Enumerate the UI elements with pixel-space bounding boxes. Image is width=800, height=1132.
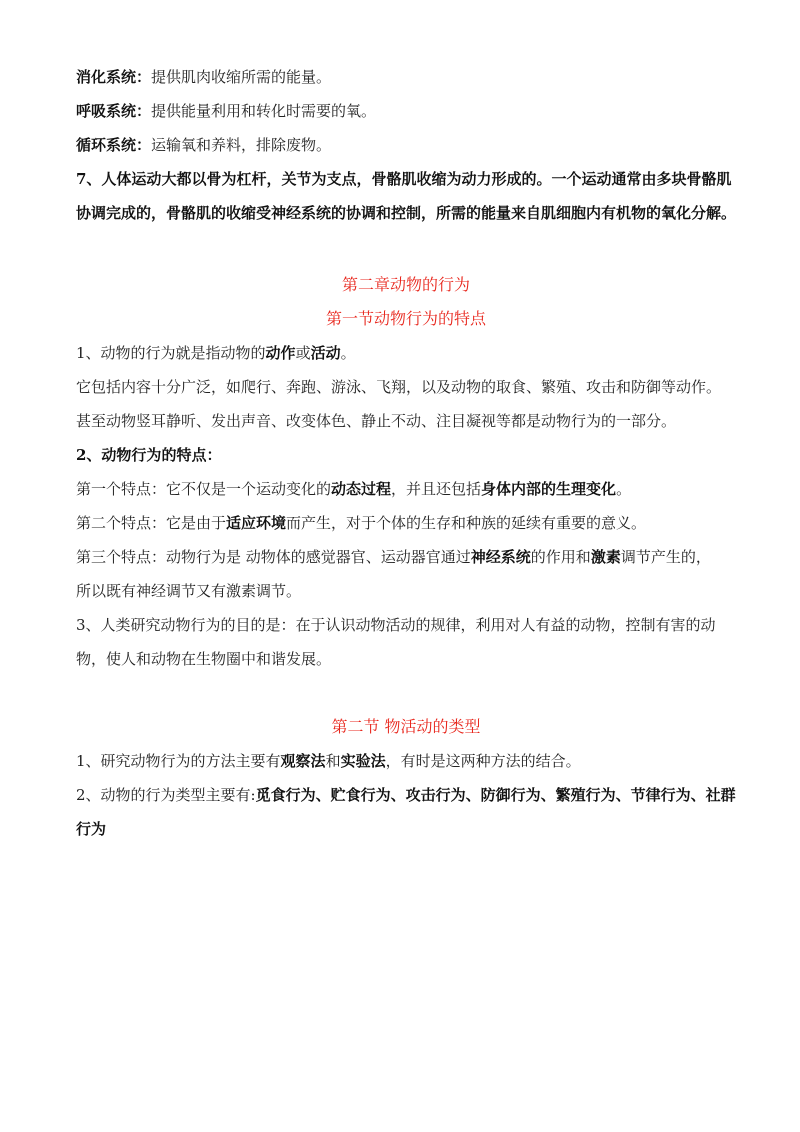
system-digestive: [76, 60, 736, 94]
spacer: [76, 676, 736, 710]
s2-paragraph-1: 1、研究动物行为的方法主要有观察法和实验法，有时是这两种方法的结合。: [76, 752, 581, 770]
s1-paragraph-4: 2、动物行为的特点：: [76, 446, 222, 464]
system-label: 循环系统：: [76, 136, 152, 154]
s2-paragraph-2: 2、动物的行为类型主要有:觅食行为、贮食行为、攻击行为、防御行为、繁殖行为、节律行为、社群行为: [76, 786, 736, 838]
section-2-title: 第二节 物活动的类型: [331, 717, 481, 736]
spacer: [76, 230, 736, 268]
feature-3-end: 所以既有神经调节又有激素调节。: [76, 582, 302, 600]
s1-paragraph-1: 1、动物的行为就是指动物的动作或活动。: [76, 344, 356, 362]
system-text: 提供能量利用和转化时需要的氧。: [151, 102, 377, 120]
system-label: 呼吸系统：: [76, 102, 152, 120]
section-1-title: 第一节动物行为的特点: [325, 309, 486, 328]
system-text: 提供肌肉收缩所需的能量。: [151, 68, 332, 86]
feature-2: 第二个特点：它是由于适应环境而产生，对于个体的生存和种族的延续有重要的意义。: [76, 514, 647, 532]
system-text: 运输氧和养料，排除废物。: [151, 136, 332, 154]
system-label: 消化系统：: [76, 68, 152, 86]
s1-paragraph-3: 甚至动物竖耳静听、发出声音、改变体色、静止不动、注目凝视等都是动物行为的一部分。: [76, 412, 677, 430]
point-7-paragraph: 7、人体运动大都以骨为杠杆，关节为支点，骨骼肌收缩为动力形成的。一个运动通常由多块骨骼肌协调完成的，骨骼肌的收缩受神经系统的协调和控制，所需的能量来自肌细胞内有机物的氧化分解。: [76, 170, 737, 222]
feature-1: 第一个特点：它不仅是一个运动变化的动态过程，并且还包括身体内部的生理变化。: [76, 480, 632, 498]
system-respiratory: [76, 94, 736, 128]
feature-3: 第三个特点：动物行为是 动物体的感觉器官、运动器官通过神经系统的作用和激素调节产生的，: [76, 548, 711, 566]
s1-paragraph-2: 它包括内容十分广泛，如爬行、奔跑、游泳、飞翔，以及动物的取食、繁殖、攻击和防御等动作。: [76, 378, 722, 396]
system-circulatory: [76, 128, 736, 162]
chapter-title: 第二章动物的行为: [341, 275, 470, 294]
document-page: [76, 60, 736, 846]
s1-paragraph-5: 3、人类研究动物行为的目的是：在于认识动物活动的规律，利用对人有益的动物，控制有害的动物，使人和动物在生物圈中和谐发展。: [76, 616, 716, 668]
